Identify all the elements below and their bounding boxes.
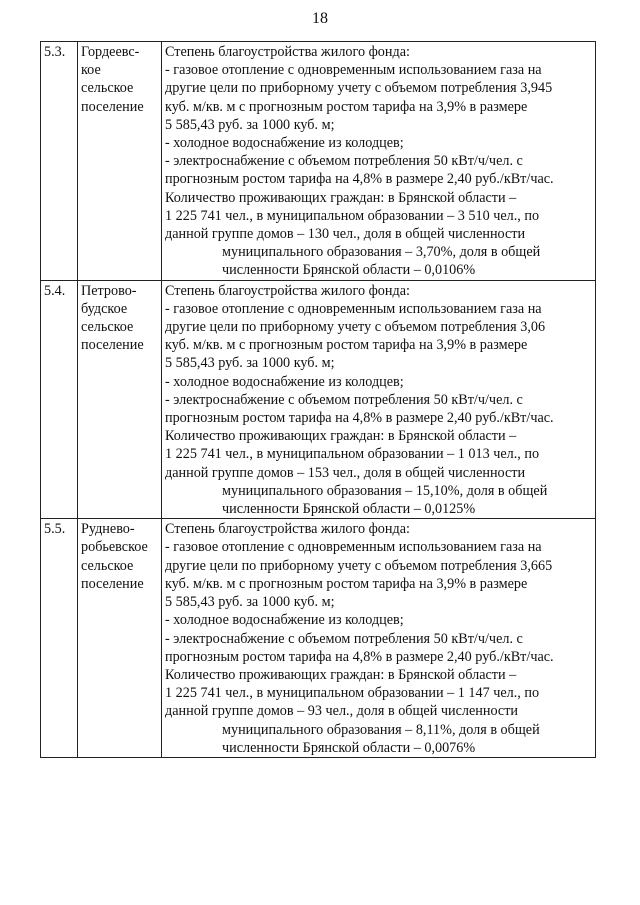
description-line: 5 585,43 руб. за 1000 куб. м; <box>165 594 335 611</box>
description-line: Количество проживающих граждан: в Брянской области – <box>165 666 517 683</box>
row-number-cell <box>41 519 78 758</box>
settlement-name-line: сельское <box>81 80 134 97</box>
description-line: - электроснабжение с объемом потребления 50 кВт/ч/чел. с <box>165 630 523 647</box>
description-line: Степень благоустройства жилого фонда: <box>165 44 410 60</box>
description-line: численности Брянской области – 0,0106% <box>222 262 476 279</box>
description-line: прогнозным ростом тарифа на 4,8% в размере 2,40 руб./кВт/час. <box>165 410 554 427</box>
settlement-name-line: Петрово- <box>81 282 137 299</box>
settlement-name-line: Гордеевс- <box>81 44 140 60</box>
description-line: - газовое отопление с одновременным использованием газа на <box>165 62 542 79</box>
description-line: муниципального образования – 3,70%, доля в общей <box>222 244 541 261</box>
description-line: Степень благоустройства жилого фонда: <box>165 521 410 538</box>
description-cell <box>162 519 596 758</box>
settlement-name-line: Руднево- <box>81 521 135 538</box>
description-line: - газовое отопление с одновременным использованием газа на <box>165 300 542 317</box>
description-line: - газовое отопление с одновременным использованием газа на <box>165 539 542 556</box>
settlement-name-line: поселение <box>81 575 144 592</box>
description-line: - электроснабжение с объемом потребления 50 кВт/ч/чел. с <box>165 153 523 170</box>
description-line: численности Брянской области – 0,0125% <box>222 501 476 518</box>
settlement-name-line: сельское <box>81 557 134 574</box>
description-line: куб. м/кв. м с прогнозным ростом тарифа на 3,9% в размере <box>165 575 528 592</box>
settlement-name-line: сельское <box>81 319 134 336</box>
description-line: куб. м/кв. м с прогнозным ростом тарифа на 3,9% в размере <box>165 337 528 354</box>
description-line: 1 225 741 чел., в муниципальном образовании – 1 013 чел., по <box>165 446 540 463</box>
row-number-cell <box>41 280 78 519</box>
settlement-name-line: поселение <box>81 337 144 354</box>
row-number: 5.4. <box>44 282 66 299</box>
description-line: другие цели по приборному учету с объемом потребления 3,665 <box>165 557 553 574</box>
description-line: - холодное водоснабжение из колодцев; <box>165 612 404 629</box>
description-line: муниципального образования – 8,11%, доля в общей <box>222 721 540 738</box>
description-line: - холодное водоснабжение из колодцев; <box>165 373 404 390</box>
description-line: куб. м/кв. м с прогнозным ростом тарифа на 3,9% в размере <box>165 98 528 115</box>
page-number: 18 <box>312 10 328 27</box>
description-line: Количество проживающих граждан: в Брянской области – <box>165 189 517 206</box>
description-cell <box>162 280 596 519</box>
description-line: другие цели по приборному учету с объемом потребления 3,06 <box>165 319 546 336</box>
description-line: численности Брянской области – 0,0076% <box>222 739 476 756</box>
table-row <box>41 42 596 281</box>
description-line: 5 585,43 руб. за 1000 куб. м; <box>165 355 335 372</box>
settlement-name-cell <box>78 519 162 758</box>
description-line: муниципального образования – 15,10%, доля в общей <box>222 482 548 499</box>
settlement-name-cell <box>78 280 162 519</box>
description-line: другие цели по приборному учету с объемом потребления 3,945 <box>165 80 553 97</box>
description-cell <box>162 42 596 281</box>
settlement-name-cell <box>78 42 162 281</box>
row-number-cell <box>41 42 78 281</box>
description-line: прогнозным ростом тарифа на 4,8% в размере 2,40 руб./кВт/час. <box>165 171 554 188</box>
description-line: Количество проживающих граждан: в Брянской области – <box>165 428 517 445</box>
settlement-name-line: поселение <box>81 98 144 115</box>
description-line: данной группе домов – 130 чел., доля в общей численности <box>165 226 526 243</box>
table-row <box>41 519 596 758</box>
row-number: 5.3. <box>44 44 66 60</box>
description-line: 5 585,43 руб. за 1000 куб. м; <box>165 116 335 133</box>
description-line: данной группе домов – 93 чел., доля в общей численности <box>165 703 518 720</box>
description-line: 1 225 741 чел., в муниципальном образовании – 3 510 чел., по <box>165 207 540 224</box>
settlements-table <box>40 41 596 758</box>
settlement-name-line: будское <box>81 300 128 317</box>
description-line: - электроснабжение с объемом потребления 50 кВт/ч/чел. с <box>165 391 523 408</box>
settlement-name-line: робьевское <box>81 539 148 556</box>
description-line: 1 225 741 чел., в муниципальном образовании – 1 147 чел., по <box>165 685 540 702</box>
description-line: данной группе домов – 153 чел., доля в общей численности <box>165 464 526 481</box>
description-line: Степень благоустройства жилого фонда: <box>165 282 410 299</box>
table-row <box>41 280 596 519</box>
settlement-name-line: кое <box>81 62 101 79</box>
description-line: - холодное водоснабжение из колодцев; <box>165 135 404 152</box>
description-line: прогнозным ростом тарифа на 4,8% в размере 2,40 руб./кВт/час. <box>165 648 554 665</box>
row-number: 5.5. <box>44 521 66 538</box>
